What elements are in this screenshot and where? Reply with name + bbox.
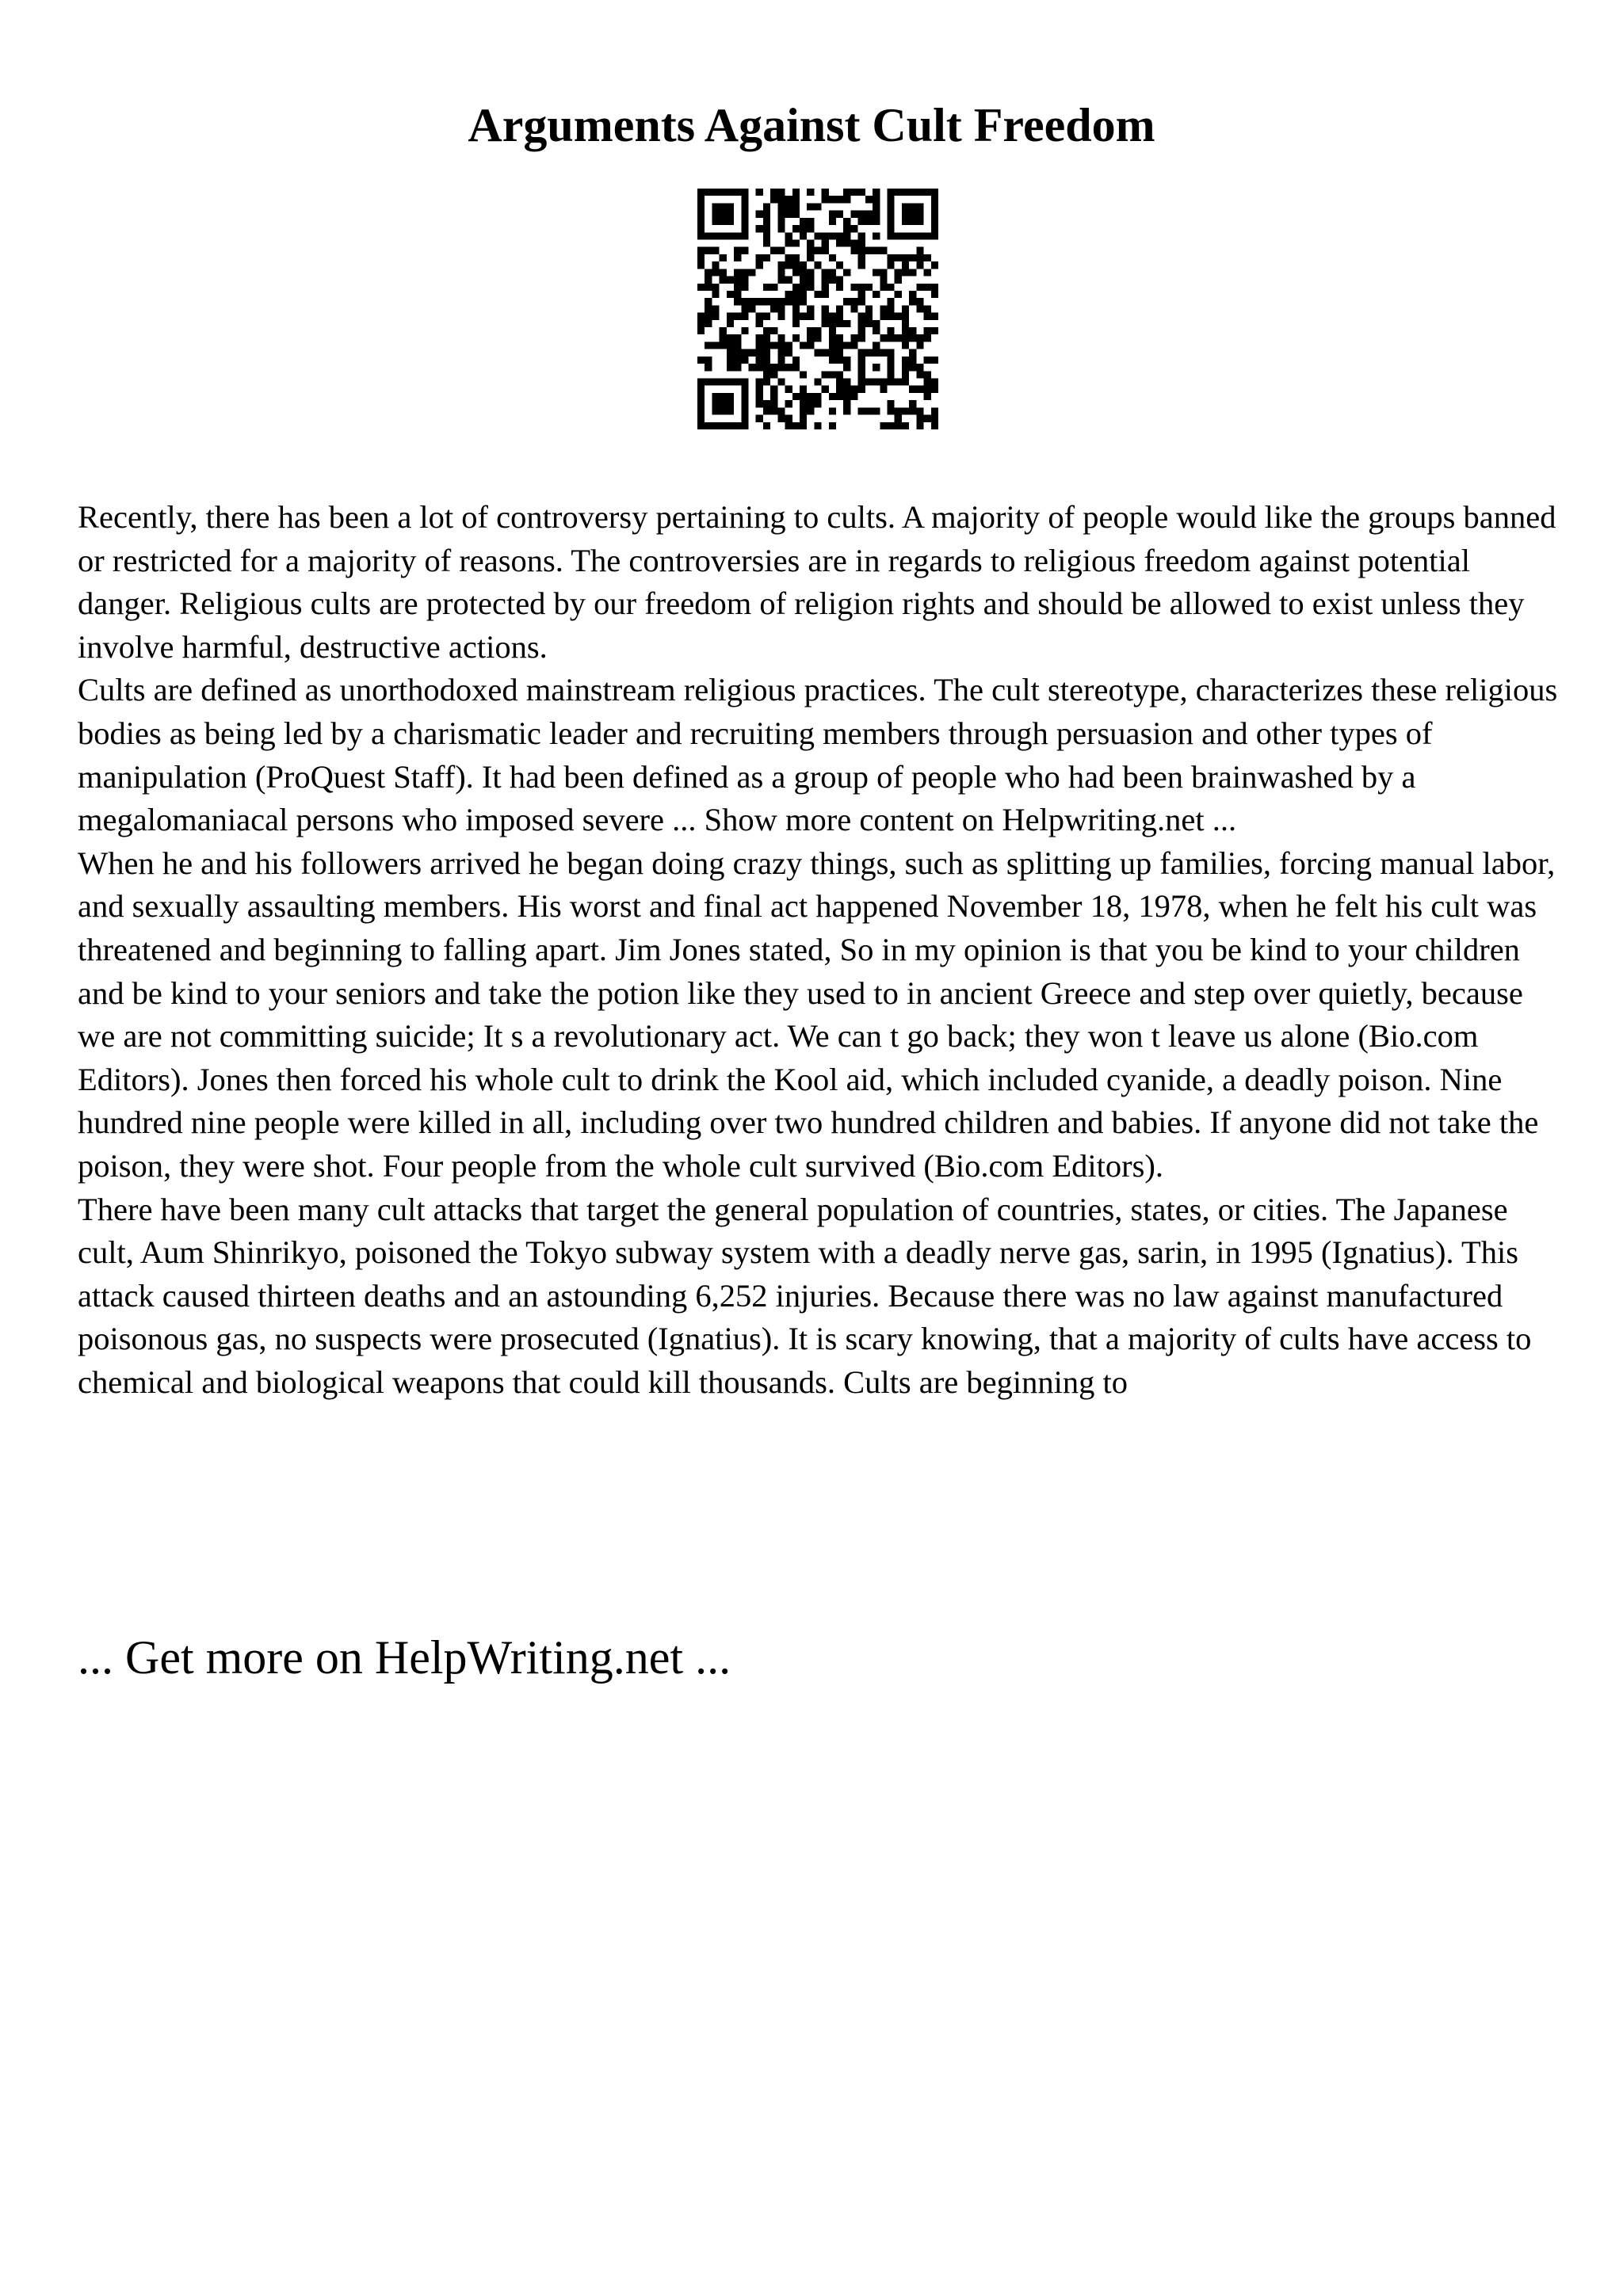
document-body xyxy=(78,496,1568,1404)
get-more-link[interactable]: ... Get more on HelpWriting.net ... xyxy=(78,1631,731,1684)
paragraph: Cults are defined as unorthodoxed mainstream religious practices. The cult stereotype, characterizes these religious bodies as being led by a charismatic leader and recruiting members through persuasion and other types of manipulation (ProQuest Staff). It had been defined as a group of people who had been brainwashed by a megalomaniacal persons who imposed severe ... Show more content on Helpwriting.net ... xyxy=(78,672,1558,838)
paragraph: When he and his followers arrived he began doing crazy things, such as splitting up families, forcing manual labor, and sexually assaulting members. His worst and final act happened November 18, 1978, when he felt his cult was threatened and beginning to falling apart. Jim Jones stated, So in my opinion is that you be kind to your children and be kind to your seniors and take the potion like they used to in ancient Greece and step over quietly, because we are not committing suicide; It s a revolutionary act. We can t go back; they won t leave us alone (Bio.com Editors). Jones then forced his whole cult to drink the Kool aid, which included cyanide, a deadly poison. Nine hundred nine people were killed in all, including over two hundred children and babies. If anyone did not take the poison, they were shot. Four people from the whole cult survived (Bio.com Editors). xyxy=(78,845,1556,1184)
document-title: Arguments Against Cult Freedom xyxy=(468,99,1155,151)
paragraph: Recently, there has been a lot of controversy pertaining to cults. A majority of people would like the groups banned or restricted for a majority of reasons. The controversies are in regards to religious freedom against potential danger. Religious cults are protected by our freedom of religion rights and should be allowed to exist unless they involve harmful, destructive actions. xyxy=(78,499,1556,665)
qr-code-icon[interactable] xyxy=(697,189,938,429)
paragraph: There have been many cult attacks that target the general population of countries, states, or cities. The Japanese cult, Aum Shinrikyo, poisoned the Tokyo subway system with a deadly nerve gas, sarin, in 1995 (Ignatius). This attack caused thirteen deaths and an astounding 6,252 injuries. Because there was no law against manufactured poisonous gas, no suspects were prosecuted (Ignatius). It is scary knowing, that a majority of cults have access to chemical and biological weapons that could kill thousands. Cults are beginning to xyxy=(78,1191,1532,1400)
